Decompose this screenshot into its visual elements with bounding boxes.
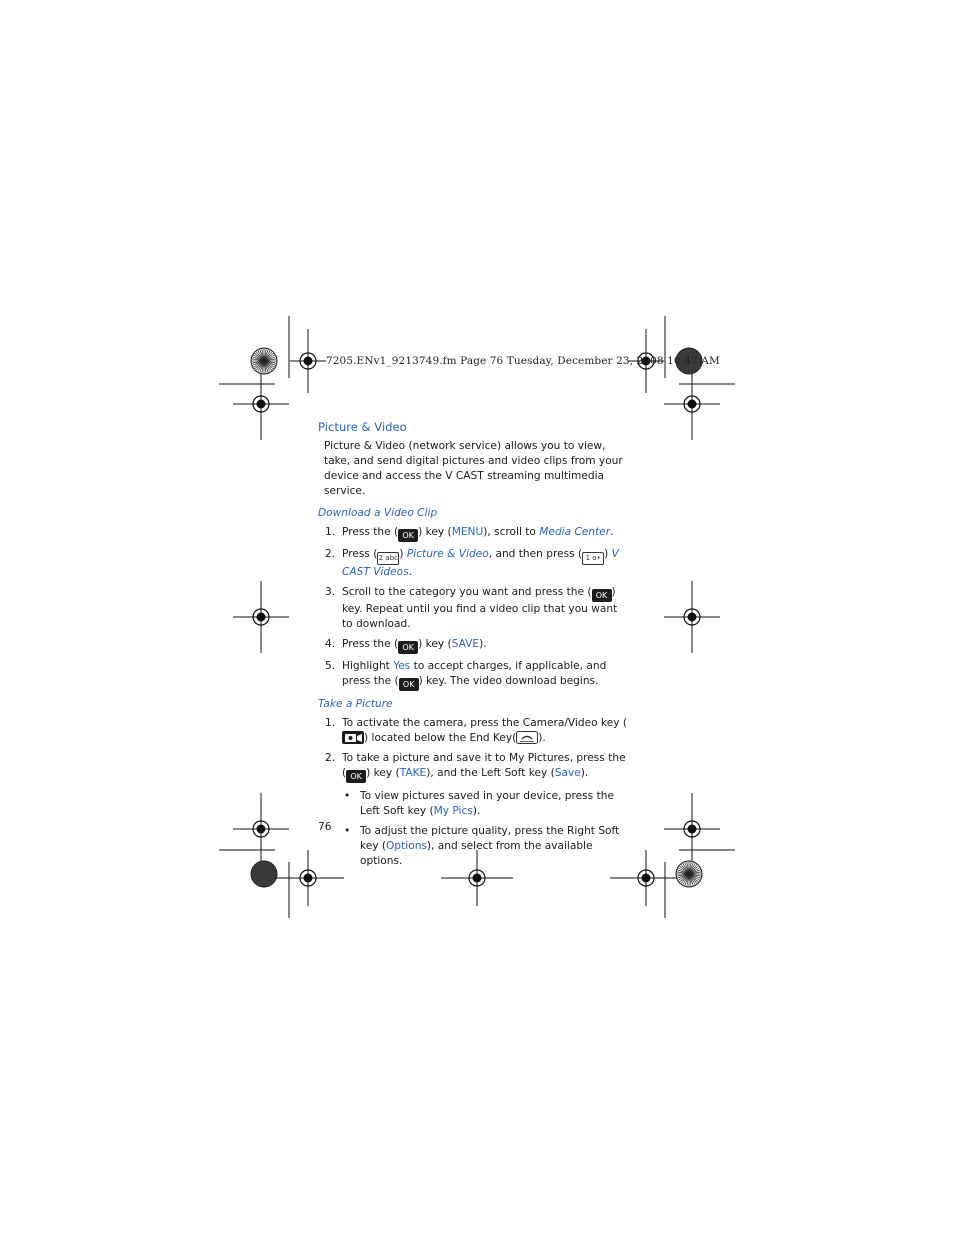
ok-key-icon: OK	[346, 770, 366, 783]
options-label: Options	[386, 840, 427, 852]
subsection-title-download: Download a Video Clip	[318, 507, 438, 519]
page-number: 76	[318, 821, 332, 833]
download-step-3: 3. Scroll to the category you want and press the ( OK ) key. Repeat until you find a video clip that you want to download.	[325, 586, 618, 630]
download-step-1: 1. Press the ( OK ) key (MENU), scroll to Media Center.	[325, 526, 614, 540]
save-soft-label: Save	[554, 767, 581, 779]
ok-key-icon: OK	[398, 641, 418, 654]
page-content	[318, 420, 630, 875]
vcast-videos-label: V CAST Videos	[342, 548, 619, 578]
two-abc-key-icon: 2 abc	[377, 552, 399, 565]
gray-density-mark	[251, 861, 277, 887]
yes-label: Yes	[393, 660, 411, 672]
ok-key-icon: OK	[398, 529, 418, 542]
section-title: Picture & Video	[318, 420, 407, 434]
end-key-icon	[516, 731, 538, 744]
one-voicemail-key-icon: 1 o•	[582, 552, 604, 565]
download-step-4: 4. Press the ( OK ) key (SAVE).	[325, 638, 487, 652]
camera-video-key-icon	[342, 731, 364, 744]
take-steps	[318, 716, 630, 869]
take-label: TAKE	[399, 767, 427, 779]
take-bullets	[342, 789, 630, 869]
download-step-2: 2. Press (2 abc) Picture & Video, and then press ( 1 o• ) V CAST Videos.	[325, 548, 619, 578]
menu-label: MENU	[451, 526, 484, 538]
section-intro: Picture & Video (network service) allows you to view, take, and send digital pictures and video clips from your device and access the V CAST streaming multimedia service.	[324, 440, 623, 497]
take-step-1: 1. To activate the camera, press the Camera/Video key () located below the End Key( ).	[325, 717, 627, 744]
subsection-title-take: Take a Picture	[318, 698, 393, 710]
media-center-label: Media Center	[539, 526, 611, 538]
ok-key-icon: OK	[399, 678, 419, 691]
file-slug: 7205.ENv1_9213749.fm Page 76 Tuesday, December 23, 2008 10:47 AM	[326, 355, 720, 367]
my-pics-label: My Pics	[433, 805, 473, 817]
save-label: SAVE	[451, 638, 480, 650]
picture-video-label: Picture & Video	[406, 548, 489, 560]
download-steps	[318, 525, 630, 691]
ok-key-icon: OK	[592, 589, 612, 602]
download-step-5: 5. Highlight Yes to accept charges, if applicable, and press the ( OK ) key. The video download begins.	[325, 660, 607, 689]
bullet-view-pictures: • To view pictures saved in your device, press the Left Soft key (My Pics).	[344, 790, 614, 817]
bullet-picture-quality: • To adjust the picture quality, press the Right Soft key (Options), and select from the available options.	[344, 825, 620, 867]
take-step-2: 2. To take a picture and save it to My Pictures, press the ( OK ) key (TAKE), and the Left Soft key (Save). • To view pictures saved in your device, press the Left Soft key (My Pics). • To adjust the picture quality, press the Right Soft key (Options), and select from the available options.	[318, 751, 630, 869]
